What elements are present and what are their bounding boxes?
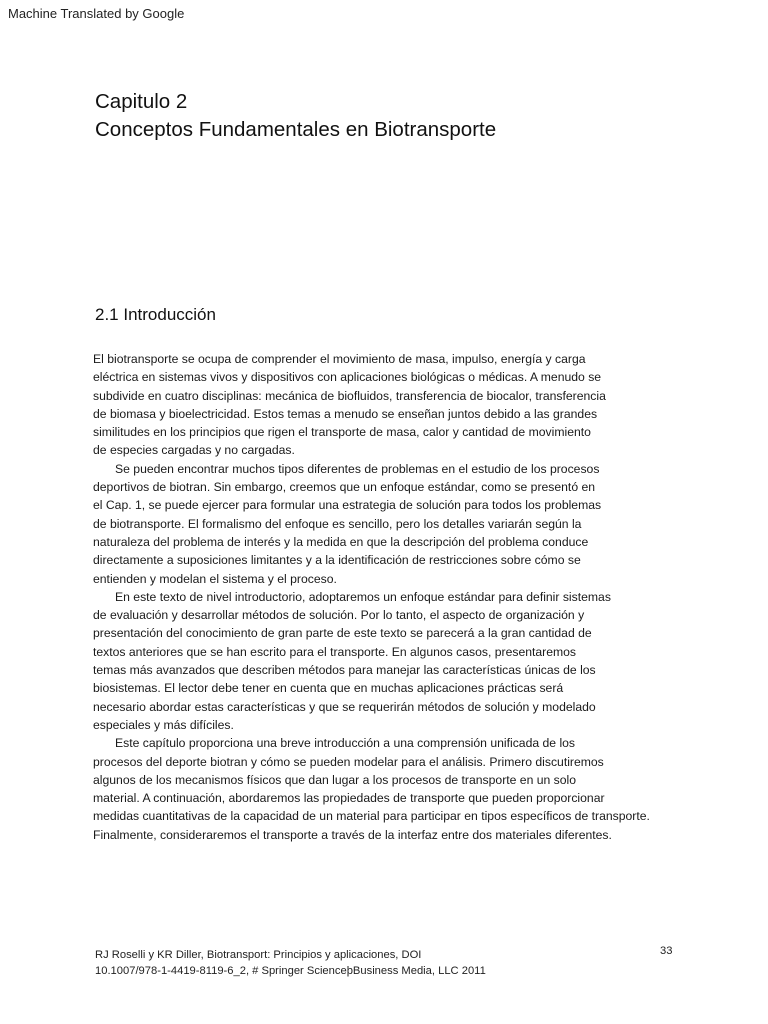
body-line: textos anteriores que se han escrito para el transporte. En algunos casos, presentaremos xyxy=(93,644,577,659)
body-line: el Cap. 1, se puede ejercer para formular una estrategia de solución para todos los problemas xyxy=(93,498,602,513)
body-line: medidas cuantitativas de la capacidad de un material para participar en tipos específicos de transporte. xyxy=(93,809,650,824)
footer-citation xyxy=(95,947,486,979)
section-title: 2.1 Introducción xyxy=(95,305,216,324)
footer-citation-line-2: 10.1007/978-1-4419-8119-6_2, # Springer ScienceþBusiness Media, LLC 2011 xyxy=(95,965,486,977)
body-line: especiales y más difíciles. xyxy=(93,717,234,732)
body-line: temas más avanzados que describen métodos para manejar las características únicas de los xyxy=(93,663,596,678)
body-line: naturaleza del problema de interés y la medida en que la descripción del problema conduce xyxy=(93,534,589,549)
chapter-heading xyxy=(95,88,496,144)
body-line: El biotransporte se ocupa de comprender el movimiento de masa, impulso, energía y carga xyxy=(93,352,586,366)
body-line: Finalmente, consideraremos el transporte a través de la interfaz entre dos materiales diferentes. xyxy=(93,827,612,842)
body-line: similitudes en los principios que rigen el transporte de masa, calor y cantidad de movimiento xyxy=(93,425,591,440)
chapter-title: Conceptos Fundamentales en Biotransporte xyxy=(95,118,497,141)
body-line: biosistemas. El lector debe tener en cuenta que en muchas aplicaciones prácticas será xyxy=(93,681,564,696)
body-line: presentación del conocimiento de gran parte de este texto se parecerá a la gran cantidad de xyxy=(93,626,592,641)
chapter-number: Capitulo 2 xyxy=(95,90,188,113)
body-line: Este capítulo proporciona una breve introducción a una comprensión unificada de los xyxy=(115,736,576,751)
body-line: directamente a suposiciones limitantes y a la identificación de restricciones sobre cómo se xyxy=(93,553,581,568)
body-line: de biotransporte. El formalismo del enfoque es sencillo, pero los detalles variarán según la xyxy=(93,516,582,531)
body-line: algunos de los mecanismos físicos que dan lugar a los procesos de transporte en un solo xyxy=(93,772,577,787)
body-line: eléctrica en sistemas vivos y dispositivos con aplicaciones biológicas o médicas. A menudo se xyxy=(93,370,602,385)
body-line: procesos del deporte biotran y cómo se pueden modelar para el análisis. Primero discutiremos xyxy=(93,754,604,769)
body-text xyxy=(93,350,743,844)
body-line: entienden y modelan el sistema y el proceso. xyxy=(93,571,337,586)
body-line: Se pueden encontrar muchos tipos diferentes de problemas en el estudio de los procesos xyxy=(115,461,600,476)
footer-citation-line-1: RJ Roselli y KR Diller, Biotransport: Principios y aplicaciones, DOI xyxy=(95,949,422,961)
body-line: En este texto de nivel introductorio, adoptaremos un enfoque estándar para definir sistemas xyxy=(115,589,611,604)
body-line: de biomasa y bioelectricidad. Estos temas a menudo se enseñan juntos debido a las grandes xyxy=(93,406,598,421)
machine-translation-banner: Machine Translated by Google xyxy=(8,6,185,21)
body-line: de evaluación y desarrollar métodos de solución. Por lo tanto, el aspecto de organización y xyxy=(93,608,585,623)
body-line: material. A continuación, abordaremos las propiedades de transporte que pueden proporcionar xyxy=(93,791,605,806)
body-line: subdivide en cuatro disciplinas: mecánica de biofluidos, transferencia de biocalor, transferencia xyxy=(93,388,606,403)
page-number: 33 xyxy=(660,945,673,957)
body-line: deportivos de biotran. Sin embargo, creemos que un enfoque estándar, como se presentó en xyxy=(93,480,596,495)
body-line: necesario abordar estas características y que se requerirán métodos de solución y modelado xyxy=(93,699,596,714)
body-line: de especies cargadas y no cargadas. xyxy=(93,443,295,458)
